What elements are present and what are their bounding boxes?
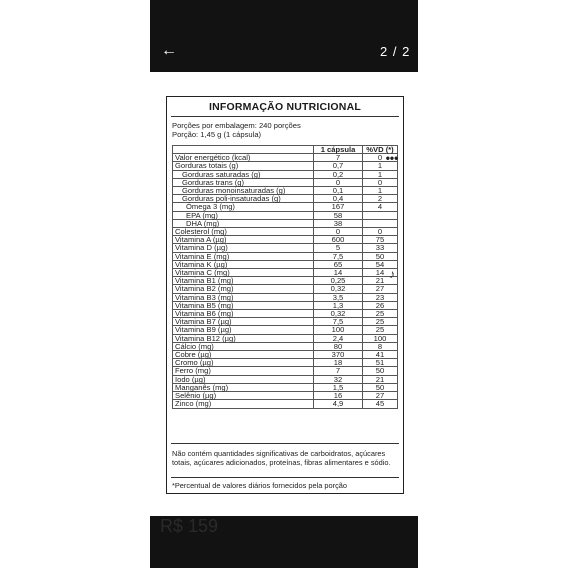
nutrient-vd: 0 <box>363 228 398 236</box>
nutrient-vd: 1 <box>363 170 398 178</box>
table-row <box>173 203 398 211</box>
nutrient-per-capsule: 65 <box>314 260 363 268</box>
nutrient-vd: 8 <box>363 342 398 350</box>
nutrient-per-capsule: 80 <box>314 342 363 350</box>
nutrient-vd: 23 <box>363 293 398 301</box>
nutrient-per-capsule: 4,9 <box>314 400 363 408</box>
nutrient-name: Vitamina D (µg) <box>173 244 314 252</box>
nutrient-per-capsule: 0,4 <box>314 195 363 203</box>
nutrient-per-capsule: 58 <box>314 211 363 219</box>
nutrient-per-capsule: 100 <box>314 326 363 334</box>
table-row <box>173 367 398 375</box>
nutrient-per-capsule: 18 <box>314 359 363 367</box>
nutrient-name: Cromo (µg) <box>173 359 314 367</box>
nutrient-per-capsule: 0,1 <box>314 187 363 195</box>
nutrient-vd: 25 <box>363 310 398 318</box>
nutrient-name: Cobre (µg) <box>173 351 314 359</box>
table-row <box>173 326 398 334</box>
nutrient-name: Gorduras saturadas (g) <box>173 170 314 178</box>
nutrient-name: Colesterol (mg) <box>173 228 314 236</box>
nutrient-name: Vitamina B3 (mg) <box>173 293 314 301</box>
nutrient-name: Vitamina K (µg) <box>173 260 314 268</box>
nutrient-vd: 0 <box>363 154 398 162</box>
footnote-divider <box>171 477 399 478</box>
nutrient-per-capsule: 0 <box>314 228 363 236</box>
nutrient-vd: 41 <box>363 351 398 359</box>
nutrient-name: Vitamina B5 (mg) <box>173 301 314 309</box>
nutrient-vd: 27 <box>363 392 398 400</box>
nutrient-per-capsule: 5 <box>314 244 363 252</box>
nutrient-per-capsule: 0,32 <box>314 285 363 293</box>
nutrient-vd: 45 <box>363 400 398 408</box>
nutrient-vd: 33 <box>363 244 398 252</box>
nutrient-name: Vitamina B9 (µg) <box>173 326 314 334</box>
title-divider <box>171 116 399 117</box>
nutrient-per-capsule: 16 <box>314 392 363 400</box>
serving-size: Porção: 1,45 g (1 cápsula) <box>172 130 262 139</box>
header-per-capsule: 1 cápsula <box>314 146 363 154</box>
nutrient-name: Selênio (µg) <box>173 392 314 400</box>
nutrient-vd: 25 <box>363 326 398 334</box>
nutrient-per-capsule: 38 <box>314 219 363 227</box>
nutrient-name: Vitamina B7 (µg) <box>173 318 314 326</box>
table-row <box>173 285 398 293</box>
nutrient-vd: 25 <box>363 318 398 326</box>
nutrient-per-capsule: 7 <box>314 367 363 375</box>
nutrient-per-capsule: 7 <box>314 154 363 162</box>
nutrient-vd: 21 <box>363 375 398 383</box>
nutrition-label <box>166 96 404 494</box>
nutrient-name: Vitamina A (µg) <box>173 236 314 244</box>
page-indicator: 2 / 2 <box>380 44 411 59</box>
nutrient-per-capsule: 0 <box>314 178 363 186</box>
nutrient-per-capsule: 1,3 <box>314 301 363 309</box>
label-title: INFORMAÇÃO NUTRICIONAL <box>209 101 361 113</box>
servings-per-package: Porções por embalagem: 240 porções <box>172 121 301 130</box>
note-percent: *Percentual de valores diários fornecidos pela porção <box>172 481 348 490</box>
nutrient-vd: 14 <box>363 269 398 277</box>
price-label: R$ 159 <box>160 516 219 536</box>
notes-divider <box>171 443 399 444</box>
nutrient-vd: 1 <box>363 187 398 195</box>
nutrient-vd: 51 <box>363 359 398 367</box>
nutrient-per-capsule: 0,32 <box>314 310 363 318</box>
nutrient-vd: 0 <box>363 178 398 186</box>
nutrient-name: Iodo (µg) <box>173 375 314 383</box>
nutrient-name: Valor energético (kcal) <box>173 154 314 162</box>
audio-note-icon[interactable]: ♪ <box>389 267 395 281</box>
nutrient-per-capsule: 14 <box>314 269 363 277</box>
nutrient-vd: 2 <box>363 195 398 203</box>
nutrient-per-capsule: 7,5 <box>314 252 363 260</box>
table-row <box>173 244 398 252</box>
nutrient-name: Manganês (mg) <box>173 383 314 391</box>
nutrient-vd: 27 <box>363 285 398 293</box>
nutrient-name: Ferro (mg) <box>173 367 314 375</box>
nutrient-vd <box>363 211 398 219</box>
table-row <box>173 400 398 408</box>
viewer-top-bar <box>150 0 418 72</box>
back-arrow-icon[interactable]: ← <box>161 42 177 59</box>
nutrient-vd: 100 <box>363 334 398 342</box>
nutrient-name: Vitamina B6 (mg) <box>173 310 314 318</box>
nutrient-vd: 50 <box>363 252 398 260</box>
nutrition-table <box>172 145 398 409</box>
header-vd: %VD (*) <box>363 146 398 154</box>
nutrient-name: Ômega 3 (mg) <box>173 203 314 211</box>
note-insignificant: Não contém quantidades significativas de carboidratos, açúcares totais, açúcares adicionados, proteínas, fibras alimentares e sódio. <box>172 449 391 467</box>
nutrient-name: Vitamina B1 (mg) <box>173 277 314 285</box>
nutrient-name: Vitamina E (mg) <box>173 252 314 260</box>
more-dots-icon[interactable]: ••• <box>385 151 399 165</box>
nutrient-vd: 50 <box>363 383 398 391</box>
nutrient-per-capsule: 32 <box>314 375 363 383</box>
nutrient-per-capsule: 7,5 <box>314 318 363 326</box>
nutrient-name: Gorduras poli-insaturadas (g) <box>173 195 314 203</box>
nutrient-per-capsule: 167 <box>314 203 363 211</box>
nutrient-vd: 54 <box>363 260 398 268</box>
nutrient-per-capsule: 0,25 <box>314 277 363 285</box>
nutrient-name: Vitamina C (mg) <box>173 269 314 277</box>
nutrient-per-capsule: 600 <box>314 236 363 244</box>
nutrient-vd: 50 <box>363 367 398 375</box>
nutrient-name: Cálcio (mg) <box>173 342 314 350</box>
nutrient-name: EPA (mg) <box>173 211 314 219</box>
table-row <box>173 162 398 170</box>
nutrient-name: Gorduras monoinsaturadas (g) <box>173 187 314 195</box>
nutrient-per-capsule: 3,5 <box>314 293 363 301</box>
nutrient-vd: 26 <box>363 301 398 309</box>
nutrient-per-capsule: 370 <box>314 351 363 359</box>
nutrient-name: Gorduras totais (g) <box>173 162 314 170</box>
nutrient-vd: 4 <box>363 203 398 211</box>
nutrient-per-capsule: 1,5 <box>314 383 363 391</box>
nutrient-name: Zinco (mg) <box>173 400 314 408</box>
nutrient-name: Vitamina B12 (µg) <box>173 334 314 342</box>
nutrient-per-capsule: 2,4 <box>314 334 363 342</box>
nutrient-per-capsule: 0,2 <box>314 170 363 178</box>
nutrient-vd: 21 <box>363 277 398 285</box>
nutrient-name: Vitamina B2 (mg) <box>173 285 314 293</box>
nutrient-per-capsule: 0,7 <box>314 162 363 170</box>
nutrient-vd: 1 <box>363 162 398 170</box>
nutrient-vd: 75 <box>363 236 398 244</box>
nutrient-name: DHA (mg) <box>173 219 314 227</box>
nutrient-name: Gorduras trans (g) <box>173 178 314 186</box>
